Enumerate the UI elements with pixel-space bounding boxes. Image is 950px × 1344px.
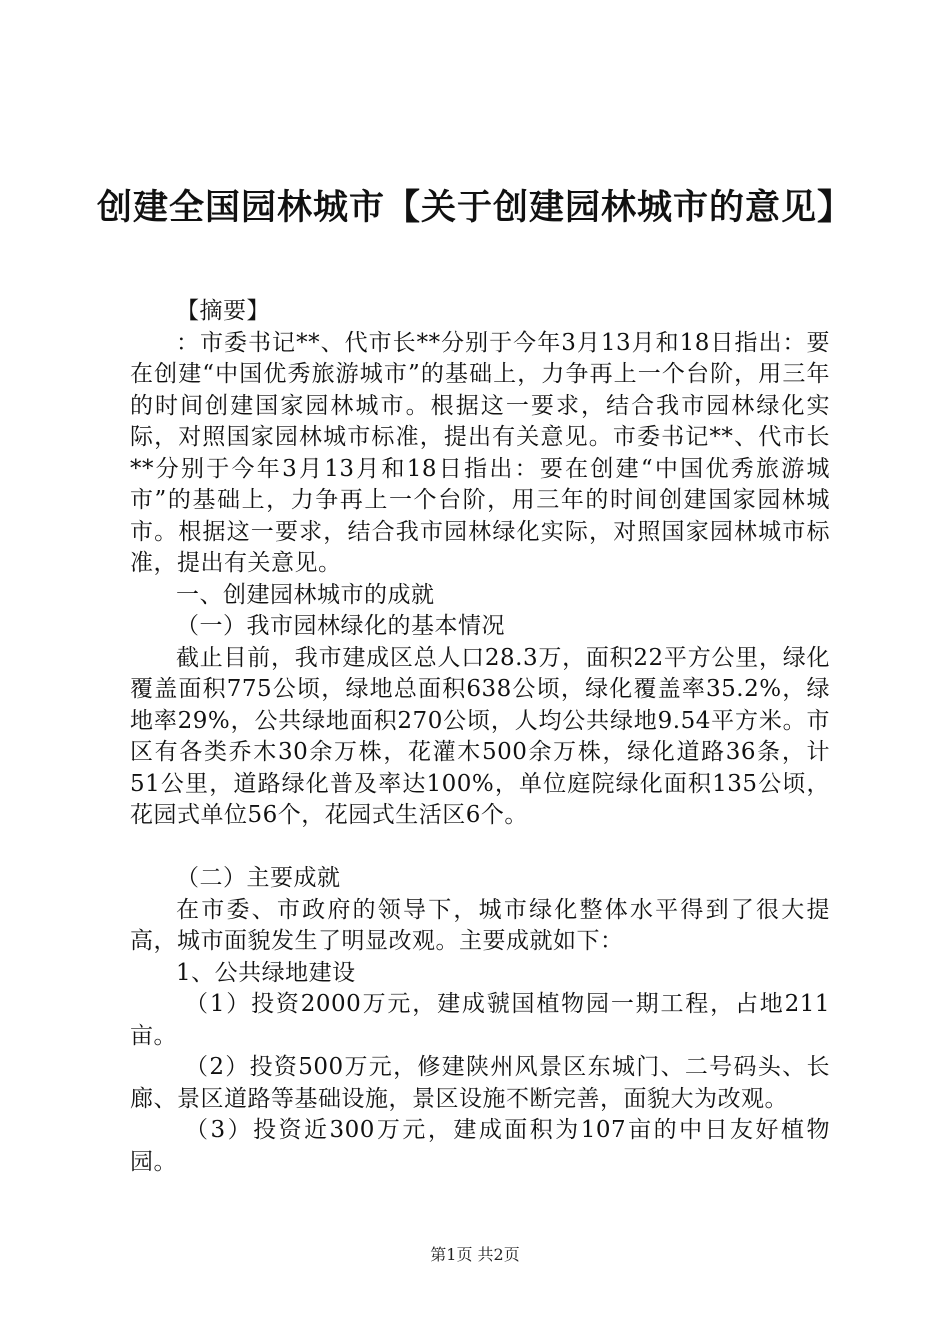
list-item-3: （3）投资近300万元，建成面积为107亩的中日友好植物园。 bbox=[130, 1117, 830, 1175]
document-title: 创建全国园林城市【关于创建园林城市的意见】 bbox=[96, 187, 853, 228]
item-heading-1: 1、公共绿地建设 bbox=[176, 959, 356, 986]
abstract-paragraph: ：市委书记**、代市长**分别于今年3月13月和18日指出：要在创建“中国优秀旅游城市”的基础上，力争再上一个台阶，用三年的时间创建国家园林城市。根据这一要求，结合我市园林绿化实际，对照国家园林城市标准，提出有关意见。市委书记**、代市长**分别于今年3月13月和18日指出：要在创建“中国优秀旅游城市”的基础上，力争再上一个台阶，用三年的时间创建国家园林城市。根据这一要求，结合我市园林绿化实际，对照国家园林城市标准，提出有关意见。 bbox=[130, 329, 830, 576]
paragraph-gap bbox=[130, 832, 830, 864]
basic-situation-paragraph: 截止目前，我市建成区总人口28.3万，面积22平方公里，绿化覆盖面积775公顷，绿地总面积638公顷，绿化覆盖率35.2%，绿地率29%，公共绿地面积270公顷，人均公共绿地9.54平方米。市区有各类乔木30余万株，花灌木500余万株，绿化道路36条，计51公里，道路绿化普及率达100%，单位庭院绿化面积135公顷，花园式单位56个，花园式生活区6个。 bbox=[130, 644, 830, 828]
section-heading-1: 一、创建园林城市的成就 bbox=[176, 581, 435, 608]
page-footer: 第1页 共2页 bbox=[430, 1245, 520, 1264]
subsection-heading-1: （一）我市园林绿化的基本情况 bbox=[176, 613, 505, 639]
document-body bbox=[130, 296, 830, 1178]
achievements-intro-paragraph: 在市委、市政府的领导下，城市绿化整体水平得到了很大提高，城市面貌发生了明显改观。主要成就如下： bbox=[130, 896, 830, 954]
list-item-2: （2）投资500万元，修建陕州风景区东城门、二号码头、长廊、景区道路等基础设施，景区设施不断完善，面貌大为改观。 bbox=[130, 1054, 830, 1112]
subsection-heading-2: （二）主要成就 bbox=[176, 865, 341, 891]
list-item-1: （1）投资2000万元，建成虢国植物园一期工程，占地211亩。 bbox=[130, 991, 830, 1049]
abstract-label: 【摘要】 bbox=[176, 298, 270, 324]
